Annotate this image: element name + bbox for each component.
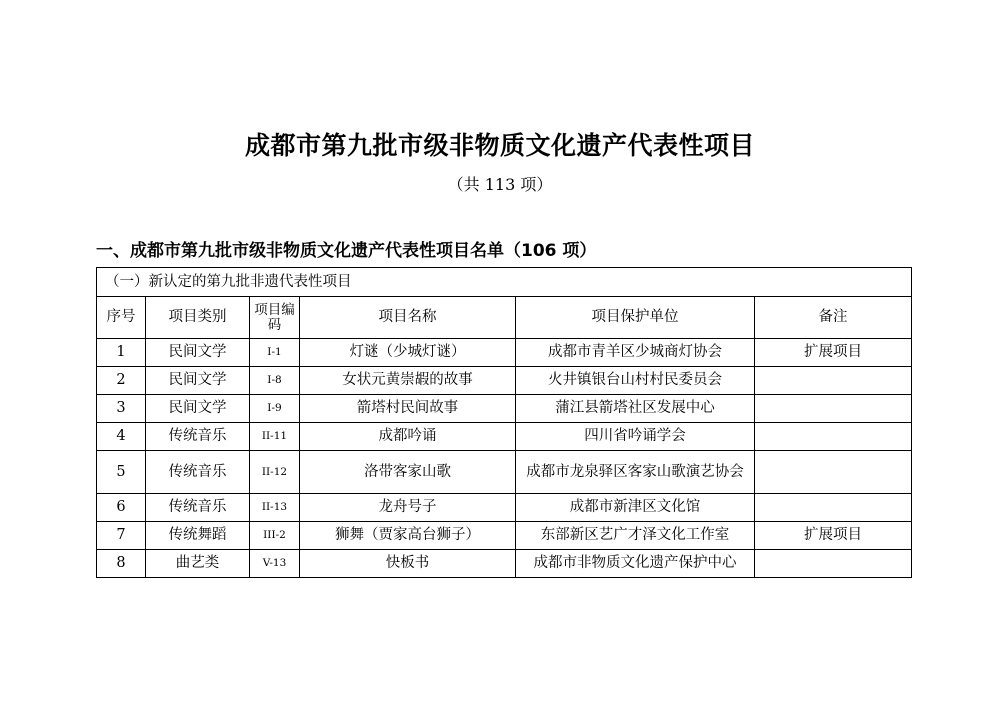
cell-index: 3 xyxy=(97,395,146,423)
cell-unit: 成都市非物质文化遗产保护中心 xyxy=(516,550,755,578)
header-unit: 项目保护单位 xyxy=(516,297,755,339)
cell-code: V-13 xyxy=(250,550,300,578)
cell-name: 狮舞（贾家高台狮子） xyxy=(300,522,516,550)
heritage-table xyxy=(96,267,912,578)
document-title: 成都市第九批市级非物质文化遗产代表性项目 xyxy=(244,131,755,160)
table-row xyxy=(97,339,912,367)
cell-code: I-9 xyxy=(250,395,300,423)
table-caption-row xyxy=(97,268,912,297)
header-name: 项目名称 xyxy=(300,297,516,339)
table-row xyxy=(97,451,912,494)
cell-unit: 成都市新津区文化馆 xyxy=(516,494,755,522)
table-row xyxy=(97,367,912,395)
cell-unit: 火井镇银台山村村民委员会 xyxy=(516,367,755,395)
cell-category: 传统音乐 xyxy=(146,494,250,522)
cell-index: 1 xyxy=(97,339,146,367)
cell-code: II-13 xyxy=(250,494,300,522)
cell-category: 民间文学 xyxy=(146,395,250,423)
cell-category: 传统音乐 xyxy=(146,451,250,494)
cell-index: 8 xyxy=(97,550,146,578)
cell-code: I-1 xyxy=(250,339,300,367)
cell-name: 成都吟诵 xyxy=(300,423,516,451)
cell-unit: 蒲江县箭塔社区发展中心 xyxy=(516,395,755,423)
cell-name: 龙舟号子 xyxy=(300,494,516,522)
cell-note xyxy=(755,550,912,578)
cell-index: 2 xyxy=(97,367,146,395)
table-row xyxy=(97,494,912,522)
table-row xyxy=(97,423,912,451)
cell-note: 扩展项目 xyxy=(755,339,912,367)
table-header-row xyxy=(97,297,912,339)
cell-name: 箭塔村民间故事 xyxy=(300,395,516,423)
cell-unit: 成都市青羊区少城商灯协会 xyxy=(516,339,755,367)
cell-index: 7 xyxy=(97,522,146,550)
cell-code: II-11 xyxy=(250,423,300,451)
table-row xyxy=(97,522,912,550)
cell-note xyxy=(755,494,912,522)
table-caption: （一）新认定的第九批非遗代表性项目 xyxy=(97,268,912,297)
cell-index: 6 xyxy=(97,494,146,522)
header-note: 备注 xyxy=(755,297,912,339)
cell-note xyxy=(755,367,912,395)
header-index: 序号 xyxy=(97,297,146,339)
cell-note xyxy=(755,451,912,494)
cell-index: 4 xyxy=(97,423,146,451)
cell-unit: 四川省吟诵学会 xyxy=(516,423,755,451)
document-subtitle: （共 113 项） xyxy=(447,175,553,194)
cell-note: 扩展项目 xyxy=(755,522,912,550)
cell-name: 洛带客家山歌 xyxy=(300,451,516,494)
cell-name: 快板书 xyxy=(300,550,516,578)
cell-code: II-12 xyxy=(250,451,300,494)
header-category: 项目类别 xyxy=(146,297,250,339)
cell-index: 5 xyxy=(97,451,146,494)
cell-category: 传统音乐 xyxy=(146,423,250,451)
table-row xyxy=(97,395,912,423)
section-heading: 一、成都市第九批市级非物质文化遗产代表性项目名单（106 项） xyxy=(96,241,597,261)
cell-name: 灯谜（少城灯谜） xyxy=(300,339,516,367)
cell-name: 女状元黄崇嘏的故事 xyxy=(300,367,516,395)
cell-code: III-2 xyxy=(250,522,300,550)
table-row xyxy=(97,550,912,578)
cell-unit: 东部新区艺广才泽文化工作室 xyxy=(516,522,755,550)
cell-code: I-8 xyxy=(250,367,300,395)
cell-category: 民间文学 xyxy=(146,367,250,395)
cell-note xyxy=(755,395,912,423)
cell-category: 民间文学 xyxy=(146,339,250,367)
cell-note xyxy=(755,423,912,451)
cell-unit: 成都市龙泉驿区客家山歌演艺协会 xyxy=(516,451,755,494)
cell-category: 曲艺类 xyxy=(146,550,250,578)
cell-category: 传统舞蹈 xyxy=(146,522,250,550)
header-code: 项目编码 xyxy=(250,297,300,339)
